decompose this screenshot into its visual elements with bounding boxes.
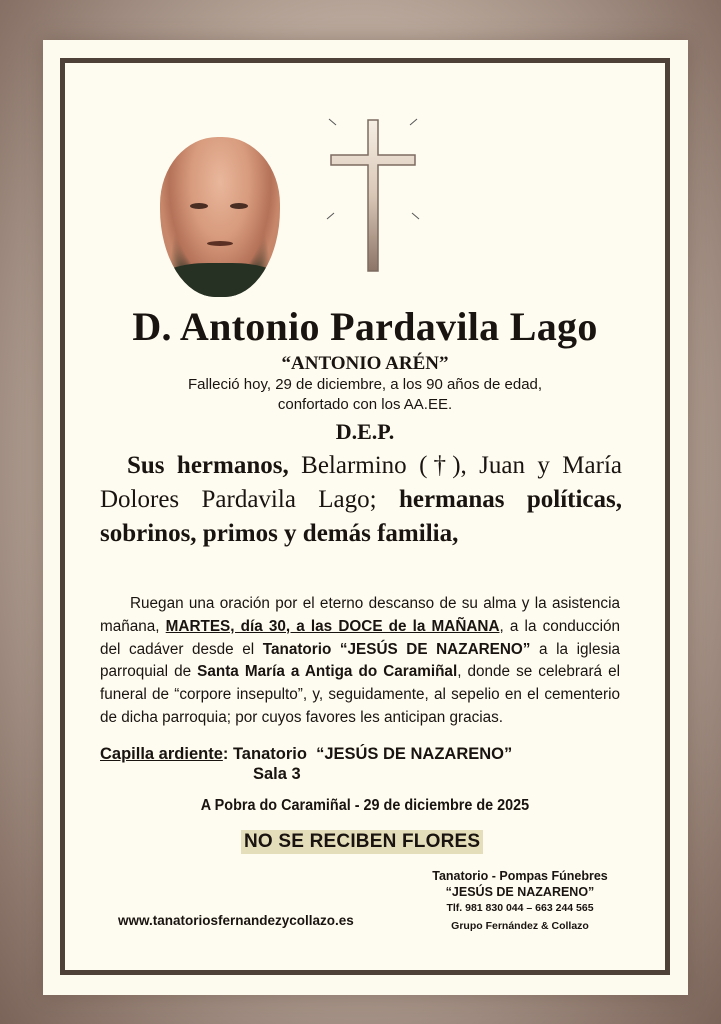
- phones: Tlf. 981 830 044 – 663 244 565: [446, 902, 594, 914]
- prayer-text: Ruegan una oración por el eterno descanso de su alma y la asistencia mañana,: [100, 595, 620, 635]
- website-link[interactable]: www.tanatoriosfernandezycollazo.es: [118, 913, 354, 928]
- portrait-photo: [160, 137, 280, 297]
- capilla-value: : Tanatorio “JESÚS DE NAZARENO”: [222, 745, 513, 763]
- group-name: Grupo Fernández & Collazo: [451, 920, 589, 932]
- family-paragraph: [100, 449, 622, 551]
- family-siblings-names: Belarmino (†), Juan y María Dolores Pardavila Lago;: [100, 452, 623, 513]
- prayer-paragraph: [100, 593, 620, 730]
- obituary-card: [43, 40, 688, 995]
- nickname: “ANTONIO ARÉN”: [281, 353, 449, 374]
- funeral-home-line1: Tanatorio - Pompas Fúnebres: [432, 869, 608, 883]
- prayer-text: , a la conducción del cadáver desde el: [100, 617, 620, 658]
- place-date: A Pobra do Caramiñal - 29 de diciembre de 2025: [200, 797, 530, 814]
- death-line-1: Falleció hoy, 29 de diciembre, a los 90 años de edad,: [187, 376, 543, 393]
- funeral-home-line2: “JESÚS DE NAZARENO”: [445, 885, 595, 899]
- capilla-ardiente: [100, 743, 512, 765]
- deceased-name: D. Antonio Pardavila Lago: [132, 304, 598, 349]
- church-name: Santa María a Antiga do Caramiñal: [197, 663, 458, 681]
- tanatorio-name: Tanatorio “JESÚS DE NAZARENO”: [262, 640, 531, 658]
- family-siblings-label: Sus hermanos,: [127, 452, 289, 479]
- dep-heading: D.E.P.: [335, 419, 395, 444]
- cross-icon: [323, 117, 423, 277]
- ceremony-time: MARTES, día 30, a las DOCE de la MAÑANA: [165, 617, 500, 635]
- death-notice: [65, 375, 665, 415]
- no-flowers-notice: NO SE RECIBEN FLORES: [241, 830, 483, 854]
- death-line-2: confortado con los AA.EE.: [277, 396, 453, 413]
- sala: Sala 3: [253, 765, 301, 783]
- prayer-text: , donde se celebrará el funeral de “corpore insepulto”, y, seguidamente, al sepelio en el cementerio de dicha parroquia; por cuyos favores les anticipan gracias.: [100, 663, 621, 726]
- obituary-frame: [60, 58, 670, 975]
- funeral-home-info: [415, 868, 625, 934]
- prayer-text: a la iglesia parroquial de: [100, 640, 621, 681]
- capilla-label: Capilla ardiente: [100, 745, 223, 763]
- family-others: hermanas políticas, sobrinos, primos y demás familia,: [100, 486, 623, 547]
